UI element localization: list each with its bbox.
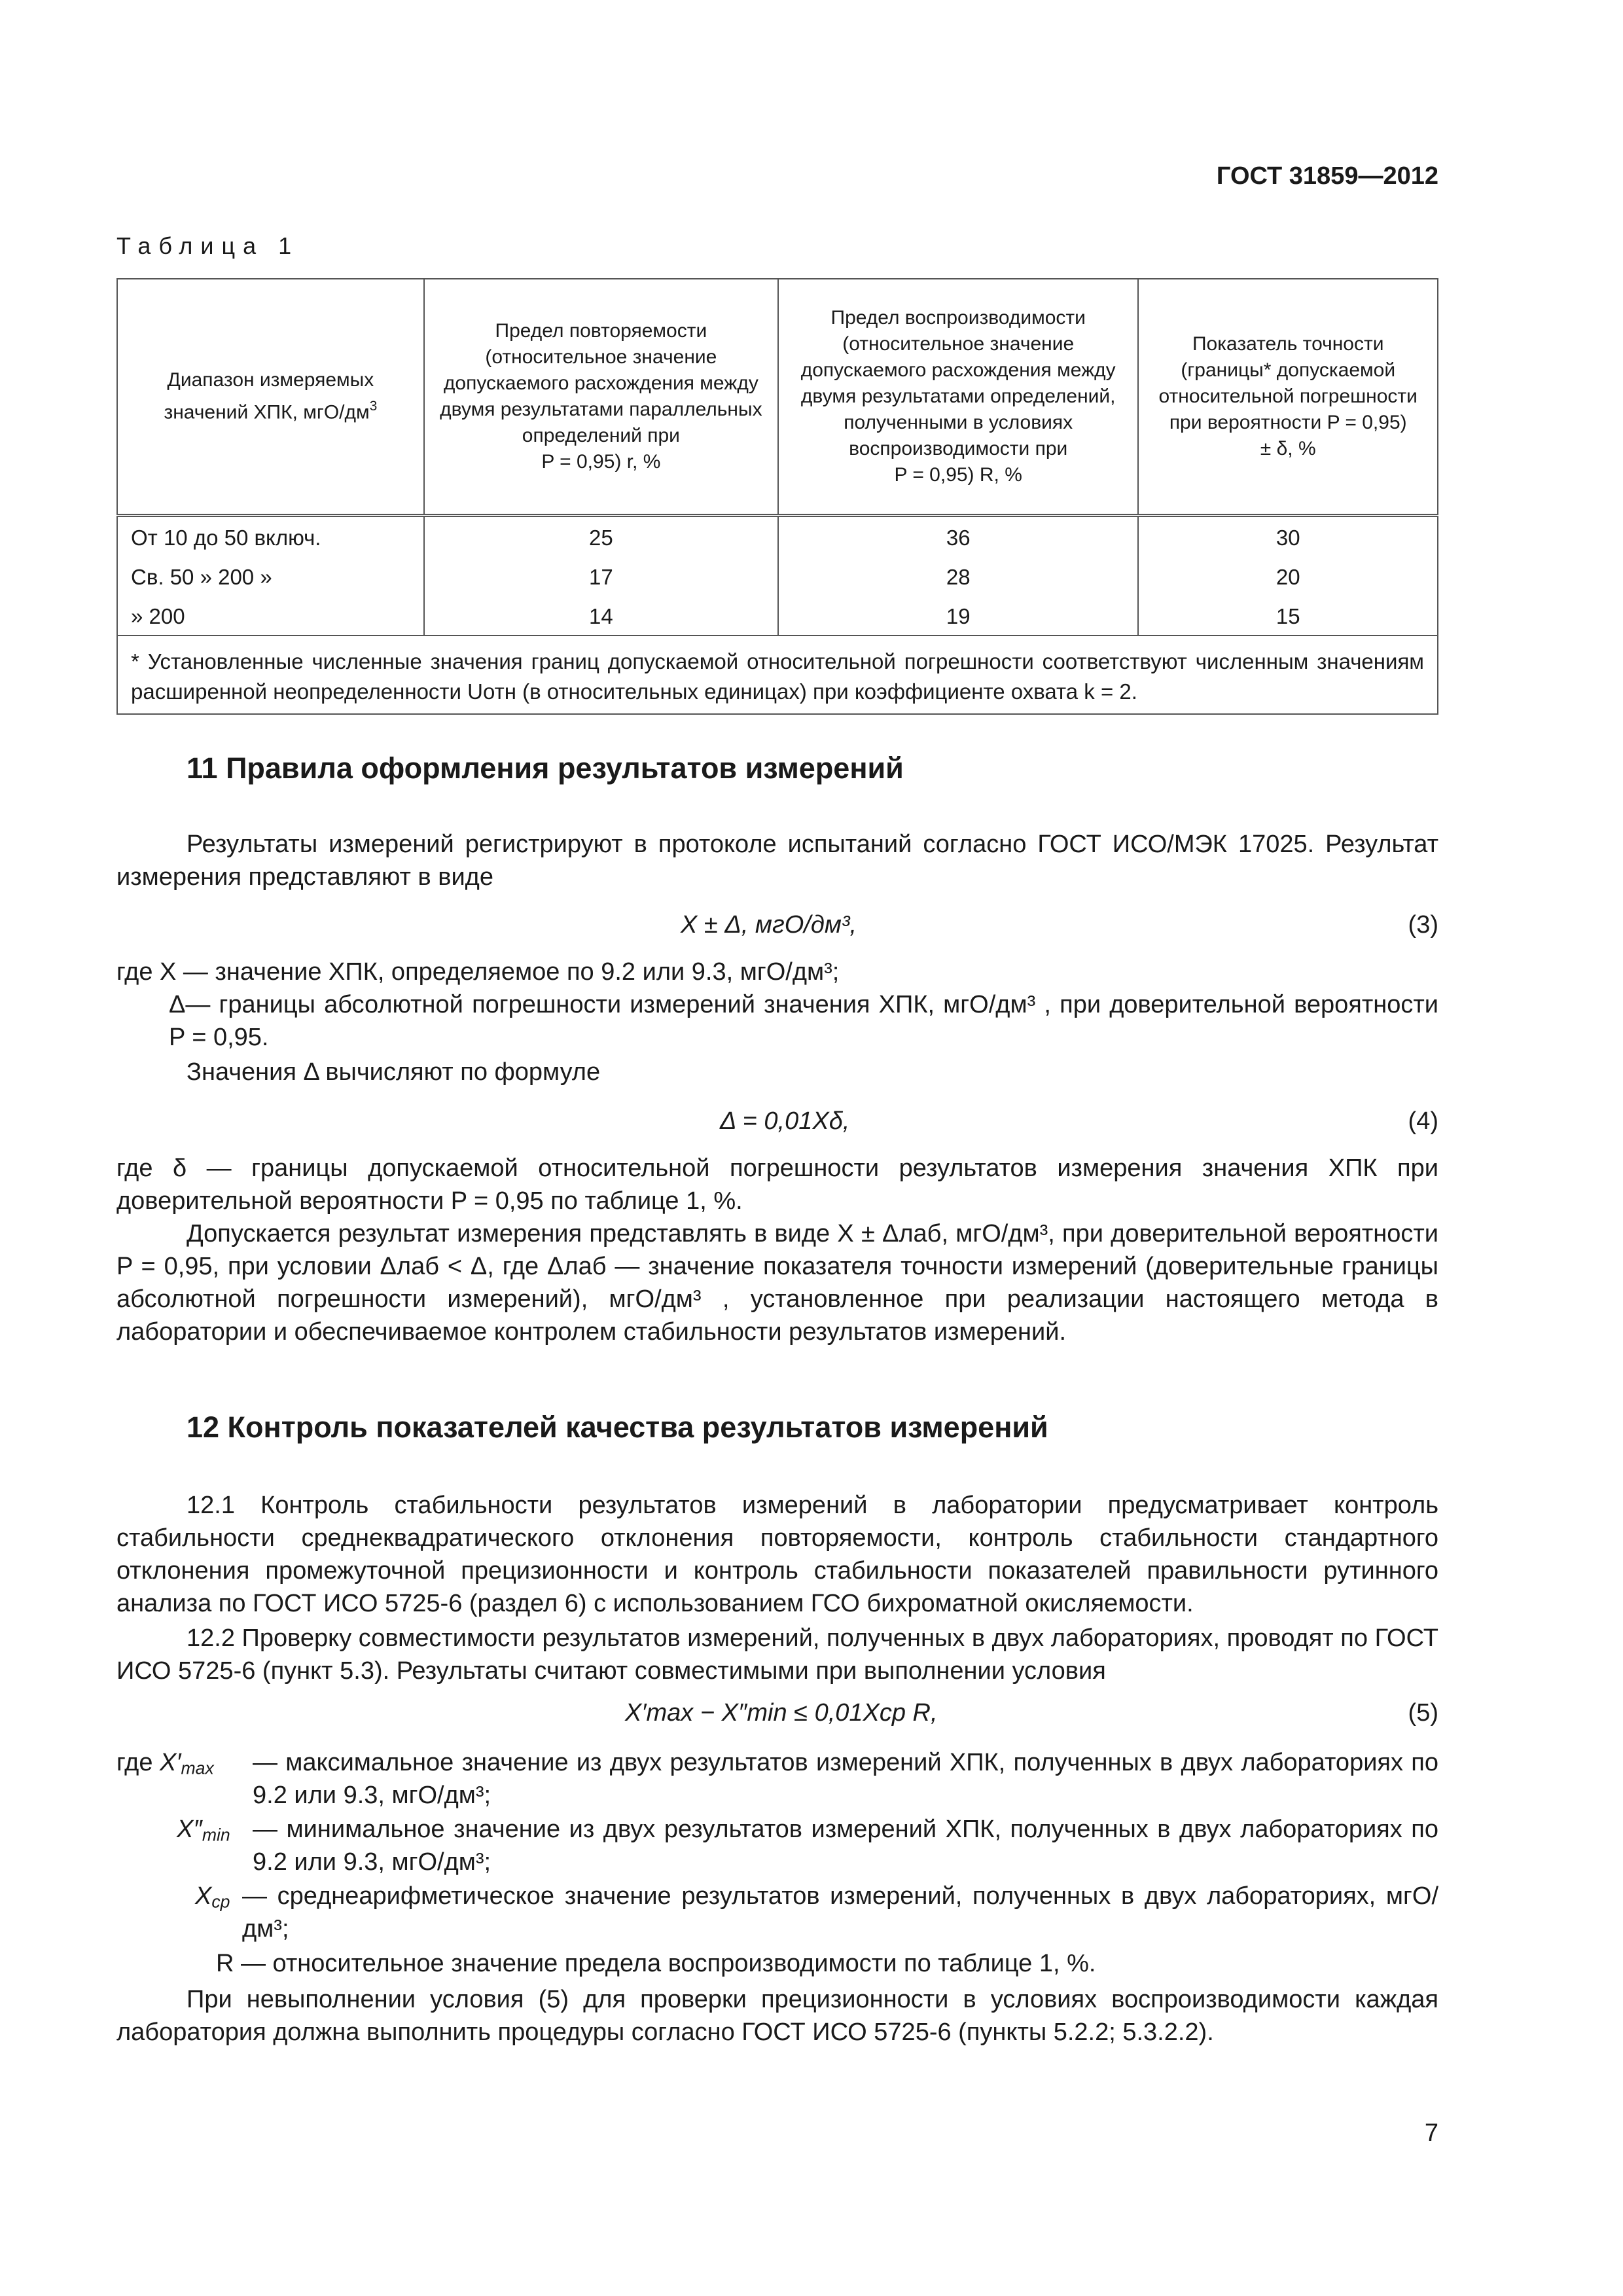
header-repeatability: Предел повторяемости (относительное значение допускаемого расхождения между двумя результатами параллельных определений при P = 0,95) r, % [424, 279, 778, 516]
cell-r: 17 [424, 556, 778, 596]
page-number: 7 [1424, 2119, 1438, 2147]
header-accuracy: Показатель точности (границы* допускаемой относительной погрешности при вероятности P = 0,95) ± δ, % [1138, 279, 1438, 516]
formula-4-number: (4) [1408, 1107, 1438, 1135]
table-caption: Таблица 1 [116, 232, 300, 259]
cell-R: 28 [778, 556, 1138, 596]
section-11-title: 11 Правила оформления результатов измерений [187, 751, 904, 785]
where-r: R — относительное значение предела воспроизводимости по таблице 1, %. [216, 1950, 1096, 1977]
where-xmin-symbol: $X''_{min}$ [177, 1816, 230, 1845]
table-row [117, 556, 1438, 596]
cell-range: От 10 до 50 включ. [117, 516, 424, 557]
section-11-paragraph: Результаты измерений регистрируют в протоколе испытаний согласно ГОСТ ИСО/МЭК 17025. Результат измерения представляют в виде [116, 831, 1438, 891]
cell-delta: 20 [1138, 556, 1438, 596]
where-d: где δ — границы допускаемой относительной погрешности результатов измерения значения ХПК при доверительной вероятности P = 0,95 по таблице 1, %. [116, 1155, 1438, 1215]
where-delta: Δ— границы абсолютной погрешности измерений значения ХПК, мгО/дм³ , при доверительной вероятности P = 0,95. [169, 991, 1438, 1051]
paragraph-fail: При невыполнении условия (5) для проверки прецизионности в условиях воспроизводимости каждая лаборатория должна выполнить процедуры согласно ГОСТ ИСО 5725-6 (пункты 5.2.2; 5.3.2.2). [116, 1986, 1438, 2046]
cell-R: 19 [778, 596, 1138, 636]
cell-delta: 30 [1138, 516, 1438, 557]
formula-4: Δ = 0,01Xδ, [720, 1107, 850, 1135]
cell-range: » 200 [117, 596, 424, 636]
formula-3-number: (3) [1408, 911, 1438, 939]
where-xmax: — максимальное значение из двух результатов измерений ХПК, полученных в двух лабораториях по 9.2 или 9.3, мгО/дм³; [253, 1749, 1438, 1809]
section-12-title: 12 Контроль показателей качества результатов измерений [187, 1410, 1048, 1444]
where-x: где X — значение ХПК, определяемое по 9.2 или 9.3, мгО/дм³; [116, 958, 840, 986]
header-reproducibility: Предел воспроизводимости (относительное значение допускаемого расхождения между двумя результатами определений, полученными в условиях воспроизводимости при P = 0,95) R, % [778, 279, 1138, 516]
where-xmin: — минимальное значение из двух результатов измерений ХПК, полученных в двух лабораториях по 9.2 или 9.3, мгО/дм³; [253, 1816, 1438, 1876]
cell-delta: 15 [1138, 596, 1438, 636]
table-row [117, 596, 1438, 636]
cell-r: 14 [424, 596, 778, 636]
cell-r: 25 [424, 516, 778, 557]
formula-5: X′max − X″min ≤ 0,01Xср R, [625, 1699, 938, 1727]
cell-range: Св. 50 » 200 » [117, 556, 424, 596]
calc-intro: Значения Δ вычисляют по формуле [187, 1058, 601, 1086]
cell-R: 36 [778, 516, 1138, 557]
formula-5-number: (5) [1408, 1699, 1438, 1727]
accuracy-table [116, 278, 1438, 715]
standard-number: ГОСТ 31859—2012 [1216, 162, 1438, 190]
paragraph-12-2: 12.2 Проверку совместимости результатов измерений, полученных в двух лабораториях, проводят по ГОСТ ИСО 5725-6 (пункт 5.3). Результаты считают совместимыми при выполнении условия [116, 1624, 1438, 1685]
formula-3: X ± Δ, мгО/дм³, [681, 911, 857, 939]
where-xmax-symbol: где $X'_{max}$ [116, 1749, 214, 1778]
table-row [117, 516, 1438, 557]
where-xcp-symbol: $X_{ср}$ [195, 1882, 230, 1912]
paragraph-12-1: 12.1 Контроль стабильности результатов измерений в лаборатории предусматривает контроль стабильности среднеквадратического отклонения повторяемости, контроль стабильности стандартного отклонения промежуточной прецизионности и контроль стабильности показателей правильности рутинного анализа по ГОСТ ИСО 5725-6 (раздел 6) с использованием ГСО бихроматной окисляемости. [116, 1492, 1438, 1617]
header-range: Диапазон измеряемых значений ХПК, мгО/$дм^3$ [117, 279, 424, 516]
table-note: * Установленные численные значения границ допускаемой относительной погрешности соответствуют численным значениям расширенной неопределенности Uотн (в относительных единицах) при коэффициенте охвата k = 2. [117, 636, 1438, 714]
allowed-representation: Допускается результат измерения представлять в виде X ± Δлаб, мгО/дм³, при доверительной вероятности P = 0,95, при условии Δлаб < Δ, где Δлаб — значение показателя точности измерений (доверительные границы абсолютной погрешности измерений), мгО/дм³ , установленное при реализации настоящего метода в лаборатории и обеспечиваемое контролем стабильности результатов измерений. [116, 1220, 1438, 1346]
where-xcp: — среднеарифметическое значение результатов измерений, полученных в двух лабораториях, мгО/дм³; [242, 1882, 1438, 1943]
